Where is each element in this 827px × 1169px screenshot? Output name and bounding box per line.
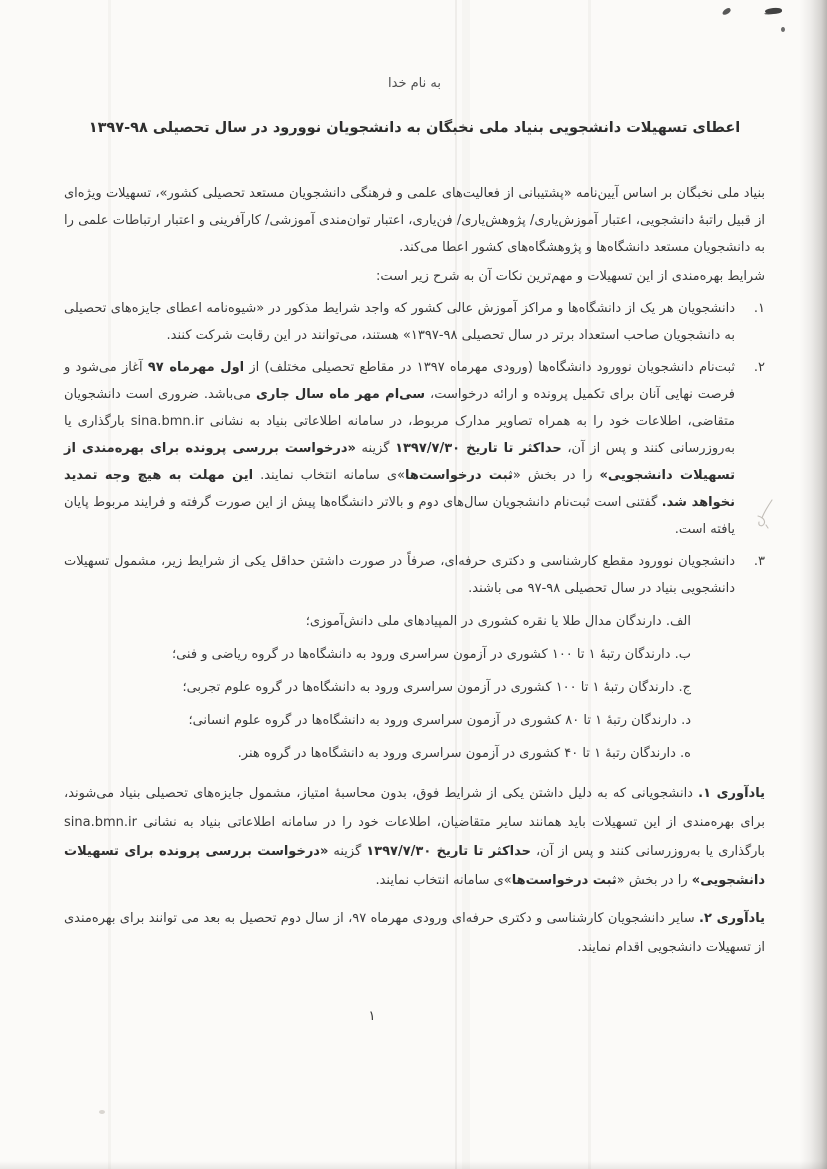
bismillah-heading: به نام خدا: [388, 76, 441, 91]
criteria-sub-item: ه. دارندگان رتبهٔ ۱ تا ۴۰ کشوری در آزمون سراسری ورود به دانشگاه‌ها در گروه هنر.: [237, 746, 691, 761]
note-paragraph: یادآوری ۱. دانشجویانی که به دلیل داشتن یکی از شرایط فوق، بدون محاسبهٔ امتیاز، مشمول جایزه‌های تحصیلی بنیاد می‌شوند، برای بهره‌مندی از این تسهیلات باید همانند سایر متقاضیان، اطلاعات خود را در سامانه اطلاعاتی بنیاد به نشانی sina.bmn.ir بارگذاری یا به‌روزرسانی کنند و پس از آن، حداکثر تا تاریخ ۱۳۹۷/۷/۳۰ گزینه «درخواست بررسی پرونده برای تسهیلات دانشجویی» را در بخش «ثبت درخواست‌ها»ی سامانه انتخاب نمایند.: [64, 786, 766, 888]
conditions-lead: شرایط بهره‌مندی از این تسهیلات و مهم‌ترین نکات آن به شرح زیر است:: [376, 269, 765, 284]
item-body: دانشجویان هر یک از دانشگاه‌ها و مراکز آموزش عالی کشور که واجد شرایط مذکور در «شیوه‌نامه اعطای جایزه‌های تحصیلی به دانشجویان صاحب استعداد برتر در سال تحصیلی ۹۸-۱۳۹۷» هستند، می‌توانند در این رقابت شرکت کنند.: [64, 301, 735, 343]
ink-speck: [99, 1110, 105, 1114]
note-paragraph: یادآوری ۲. سایر دانشجویان کارشناسی و دکتری حرفه‌ای ورودی مهرماه ۹۷، از سال دوم تحصیل به بعد می توانند برای بهره‌مندی از تسهیلات دانشجویی اقدام نمایند.: [64, 911, 765, 955]
criteria-sub-item: د. دارندگان رتبهٔ ۱ تا ۸۰ کشوری در آزمون سراسری ورود به دانشگاه‌ها در گروه علوم انسانی؛: [188, 713, 691, 728]
item-body: ثبت‌نام دانشجویان نوورود دانشگاه‌ها (ورودی مهرماه ۱۳۹۷ در مقاطع تحصیلی مختلف) از اول مهرماه ۹۷ آغاز می‌شود و فرصت نهایی آنان برای تکمیل پرونده و ارائه درخواست، سی‌ام مهر ماه سال جاری می‌باشد. ضروری است دانشجویان متقاضی، اطلاعات خود را به همراه تصاویر مدارک مربوط، در سامانه اطلاعاتی بنیاد به نشانی sina.bmn.ir بارگذاری یا به‌روزرسانی کنند و پس از آن، حداکثر تا تاریخ ۱۳۹۷/۷/۳۰ گزینه «درخواست بررسی پرونده برای بهره‌مندی از تسهیلات دانشجویی» را در بخش «ثبت درخواست‌ها»ی سامانه انتخاب نمایند. این مهلت به هیچ وجه تمدید نخواهد شد. گفتنی است ثبت‌نام دانشجویان سال‌های دوم و بالاتر دانشگاه‌ها پیش از این صورت گرفته و فرایند مربوط پایان یافته است.: [64, 360, 735, 537]
numbered-item: [64, 295, 765, 349]
item-number: ۲.: [753, 360, 765, 375]
scan-edge-shadow: [0, 1161, 827, 1169]
criteria-sub-item: ج. دارندگان رتبهٔ ۱ تا ۱۰۰ کشوری در آزمون سراسری ورود به دانشگاه‌ها در گروه علوم تجربی؛: [182, 680, 691, 695]
item-number: ۱.: [753, 301, 765, 316]
page-number: ۱: [368, 1008, 376, 1024]
criteria-sub-item: ب. دارندگان رتبهٔ ۱ تا ۱۰۰ کشوری در آزمون سراسری ورود به دانشگاه‌ها در گروه ریاضی و فنی؛: [171, 647, 691, 662]
intro-paragraph: بنیاد ملی نخبگان بر اساس آیین‌نامه «پشتیبانی از فعالیت‌های علمی و فرهنگی دانشجویان مستعد تحصیلی کشور»، تسهیلات ویژه‌ای از قبیل راتبهٔ دانشجویی، اعتبار آموزش‌یاری/ پژوهش‌یاری/ فن‌یاری، اعتبار توان‌مندی آموزشی/ کارآفرینی و اعتبار ارتباطات علمی را به دانشجویان مستعد دانشگاه‌ها و پژوهشگاه‌های کشور اعطا می‌کند.: [64, 186, 765, 255]
document-title: اعطای تسهیلات دانشجویی بنیاد ملی نخبگان به دانشجویان نوورود در سال تحصیلی ۹۸-۱۳۹۷: [88, 120, 741, 136]
item-body: دانشجویان نوورود مقطع کارشناسی و دکتری حرفه‌ای، صرفاً در صورت داشتن حداقل یکی از شرایط زیر، مشمول تسهیلات دانشجویی بنیاد در سال تحصیلی ۹۸-۹۷ می باشند.: [64, 554, 735, 596]
numbered-item: [64, 354, 765, 543]
criteria-sub-item: الف. دارندگان مدال طلا یا نقره کشوری در المپیادهای ملی دانش‌آموزی؛: [305, 614, 691, 629]
criteria-list: [64, 605, 765, 770]
item-number: ۳.: [753, 554, 765, 569]
numbered-item: [64, 548, 765, 602]
